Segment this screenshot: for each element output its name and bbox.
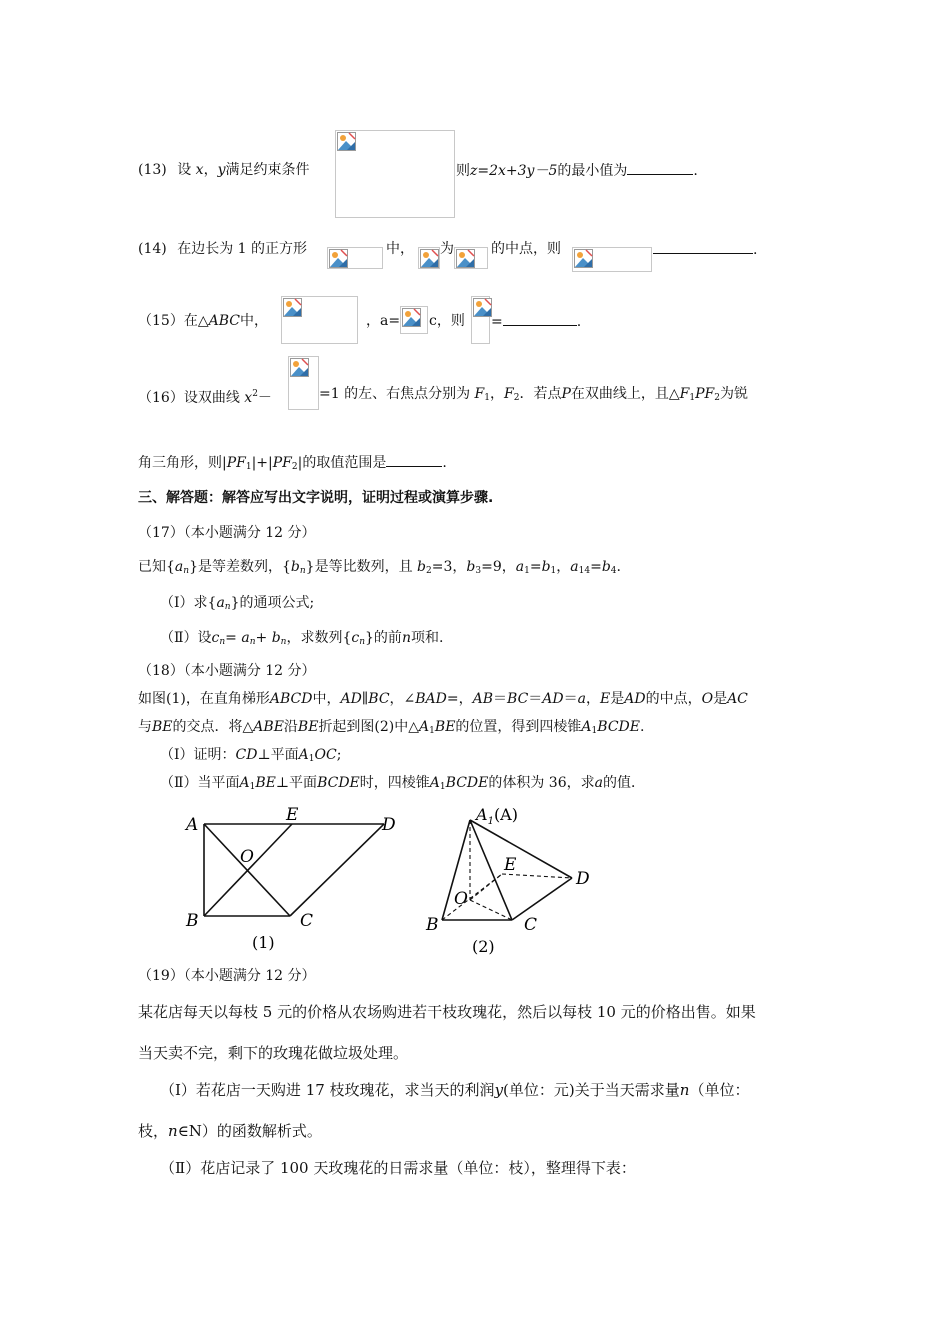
q15-text: c，则 <box>429 313 465 329</box>
broken-image-icon <box>473 298 492 317</box>
q19-part1-cont: 枝，n∈N）的函数解析式。 <box>138 1122 322 1140</box>
figure-trapezoid <box>180 800 410 955</box>
q18-part1: （Ⅰ）证明：CD⊥平面$A_1OC$; <box>160 747 342 764</box>
formula-image <box>418 247 440 269</box>
broken-image-icon <box>420 249 439 268</box>
broken-image-icon <box>290 358 309 377</box>
vertex-label: D <box>382 815 396 835</box>
q15-line: （15）在△ABC中， <box>138 313 268 329</box>
q16-line2: 角三角形，则$|PF_1|+|PF_2|$的取值范围是 . <box>138 452 447 477</box>
figure-caption: (1) <box>252 933 275 952</box>
q14-line: (14) 在边长为 1 的正方形 <box>138 241 308 257</box>
vertex-label: $A_1(A)$ <box>476 805 518 827</box>
figure-pyramid <box>420 800 620 960</box>
answer-blank <box>627 160 693 175</box>
answer-blank <box>653 239 753 254</box>
q17-part1: （Ⅰ）求$\{a_n\}$的通项公式; <box>160 595 315 612</box>
section-heading: 三、解答题：解答应写出文字说明，证明过程或演算步骤. <box>138 490 494 506</box>
q17-header: （17）（本小题满分 12 分） <box>138 525 316 541</box>
question-number: (13) <box>138 162 167 178</box>
formula-image <box>400 306 428 334</box>
vertex-label: C <box>300 911 314 931</box>
vertex-label: O <box>240 847 254 867</box>
vertex-label: B <box>186 911 199 931</box>
formula-image <box>572 247 652 272</box>
formula-image <box>327 247 383 269</box>
formula-image <box>288 356 319 410</box>
vertex-label: O <box>454 889 468 909</box>
q15-text: ，a= <box>366 313 401 329</box>
q16-line1-end: =1 的左、右焦点分别为 $F_1$，$F_2$．若点P在双曲线上，且$\triangle F_1PF_2$为锐 <box>319 386 748 403</box>
vertex-label: E <box>504 855 517 875</box>
broken-image-icon <box>574 249 593 268</box>
broken-image-icon <box>456 249 475 268</box>
q19-part1: （Ⅰ）若花店一天购进 17 枝玫瑰花，求当天的利润y(单位：元)关于当天需求量n（单位： <box>160 1081 750 1099</box>
q16-line1: （16）设双曲线 $x^2-$ <box>138 389 272 406</box>
answer-blank <box>503 311 577 326</box>
formula-image <box>281 296 358 344</box>
vertex-label: E <box>286 805 299 825</box>
vertex-label: C <box>524 915 538 935</box>
q14-text: 为 <box>440 241 454 257</box>
q18-line1: 如图(1)，在直角梯形ABCD中，AD∥BC，∠BAD=，AB＝BC＝AD＝a，E是AD的中点，O是AC <box>138 691 748 707</box>
vertex-label: B <box>426 915 439 935</box>
q19-part2: （Ⅱ）花店记录了 100 天玫瑰花的日需求量（单位：枝），整理得下表： <box>160 1159 636 1177</box>
q19-line2: 当天卖不完，剩下的玫瑰花做垃圾处理。 <box>138 1044 409 1062</box>
vertex-label: D <box>576 869 590 889</box>
broken-image-icon <box>329 249 348 268</box>
q18-header: （18）（本小题满分 12 分） <box>138 663 316 679</box>
constraint-image <box>335 130 455 218</box>
q14-end: . <box>653 239 757 260</box>
q18-line2: 与BE的交点．将△ABE沿BE折起到图(2)中$\triangle A_1BE$的位置，得到四棱锥$A_1BCDE$. <box>138 719 645 736</box>
q19-header: （19）（本小题满分 12 分） <box>138 968 316 984</box>
q14-text: 的中点，则 <box>491 241 561 257</box>
q18-part2: （Ⅱ）当平面$A_1BE\perp$平面BCDE时，四棱锥$A_1BCDE$的体积为 36，求a的值． <box>160 775 645 792</box>
formula-image <box>471 296 490 344</box>
formula-image <box>454 247 488 269</box>
q19-line1: 某花店每天以每枝 5 元的价格从农场购进若干枝玫瑰花，然后以每枝 10 元的价格出售。如果 <box>138 1003 756 1021</box>
q13-line: (13) 设 x，y满足约束条件 <box>138 162 310 178</box>
q15-end: = . <box>491 311 581 332</box>
answer-blank <box>386 452 442 467</box>
q13-line-end: 则z=2x+3y－5的最小值为 . <box>456 160 698 181</box>
q14-text: 中， <box>386 241 414 257</box>
figure-caption: (2) <box>472 937 495 956</box>
broken-image-icon <box>283 298 302 317</box>
broken-image-icon <box>337 132 356 151</box>
broken-image-icon <box>402 308 421 327</box>
vertex-label: A <box>186 815 199 835</box>
q17-intro: 已知$\{a_n\}$是等差数列，$\{b_n\}$是等比数列，且 $b_2=3$，$b_3=9$，$a_1=b_1$，$a_{14}=b_4$. <box>138 559 621 576</box>
q17-part2: （Ⅱ）设$c_n= a_n+ b_n$，求数列$\{c_n\}$的前n项和. <box>160 630 444 647</box>
